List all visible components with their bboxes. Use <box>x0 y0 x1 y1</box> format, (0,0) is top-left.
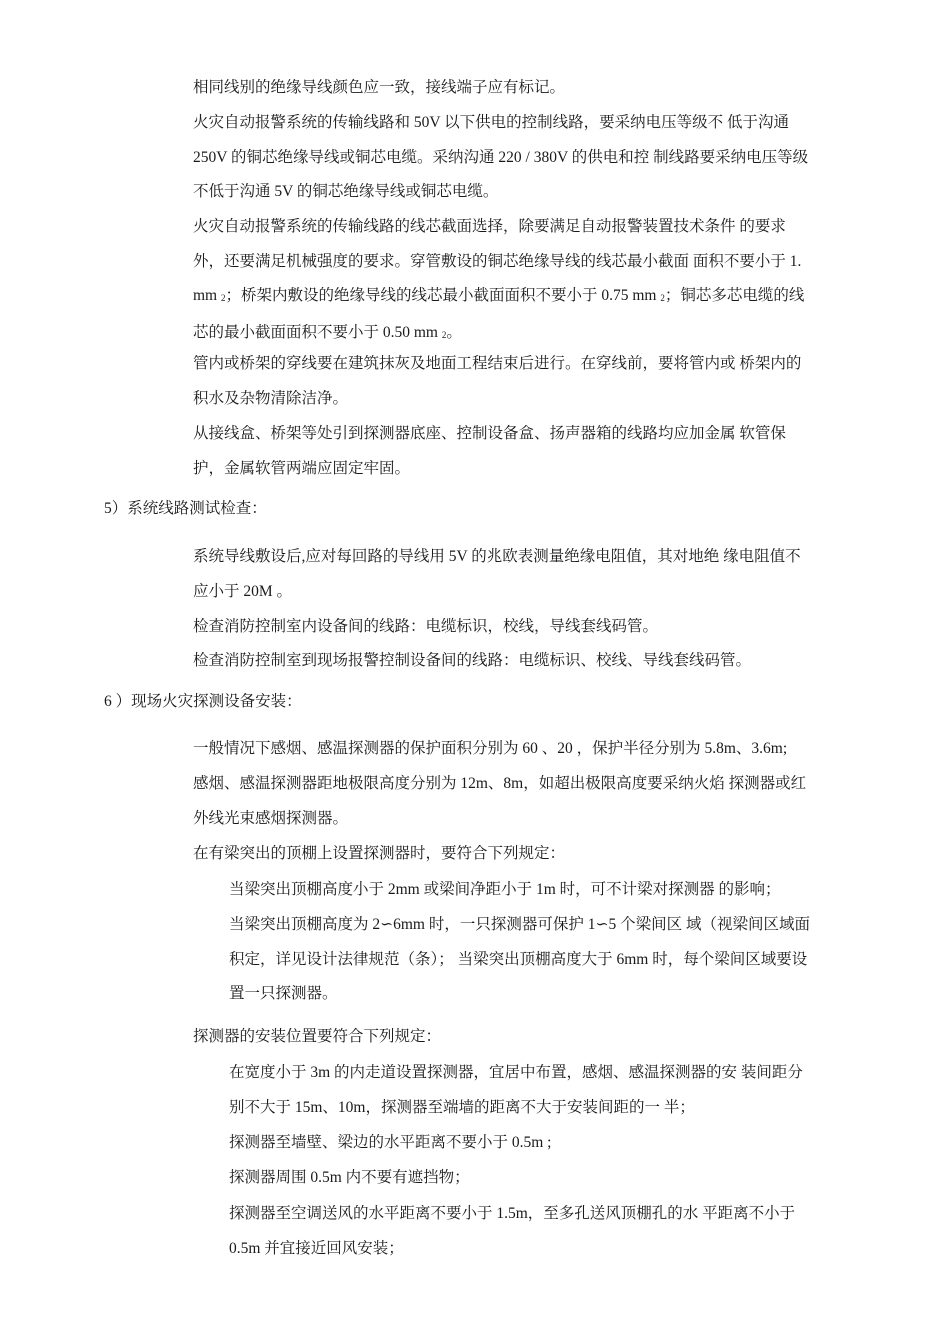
text-line: 火灾自动报警系统的传输线路的线芯截面选择，除要满足自动报警装置技术条件 的要求 <box>193 218 786 235</box>
text-line: 探测器的安装位置要符合下列规定： <box>193 1028 442 1045</box>
subscript: 2 <box>441 329 447 340</box>
paragraph-metal-conduit <box>193 417 873 486</box>
text-line: 外，还要满足机械强度的要求。穿管敷设的铜芯绝缘导线的线芯最小截面 面积不要小于 1. <box>193 252 802 270</box>
paragraph-check-field-lines <box>193 644 873 679</box>
paragraph-wiring-timing <box>193 347 873 416</box>
text-line: 应小于 20M 。 <box>193 582 293 600</box>
text-line: 检查消防控制室内设备间的线路：电缆标识，校线，导线套线码管。 <box>193 618 659 635</box>
text-line: 探测器至墙壁、梁边的水平距离不要小于 0.5m ; <box>229 1134 552 1151</box>
text-line: 0.5m 并宜接近回风安装； <box>229 1239 404 1257</box>
paragraph-voltage-rating <box>193 106 873 210</box>
paragraph-install-position <box>193 1020 873 1055</box>
text-line <box>193 279 873 316</box>
text-line: 积定，详见设计法律规范（条）； 当梁突出顶棚高度大于 6mm 时，每个梁间区域要设 <box>229 950 808 968</box>
subscript: 2 <box>221 293 226 303</box>
text-line: 检查消防控制室到现场报警控制设备间的线路：电缆标识、校线、导线套线码管。 <box>193 652 752 669</box>
text-line: 一般情况下感烟、感温探测器的保护面积分别为 60 、20 ，保护半径分别为 5.8m、3.6m; <box>193 740 788 757</box>
paragraph-beam-rule-2 <box>229 908 873 1012</box>
paragraph-cross-section <box>193 210 873 352</box>
section-heading-6 <box>104 685 804 720</box>
heading-text: 5）系统线路测试检查： <box>104 500 267 517</box>
text-line: 当梁突出顶棚高度小于 2mm 或梁间净距小于 1m 时，可不计梁对探测器 的影响； <box>229 881 781 898</box>
text-line: 护，金属软管两端应固定牢固。 <box>193 459 411 477</box>
paragraph-wall-distance-rule <box>229 1126 873 1161</box>
text-line: 积水及杂物清除洁净。 <box>193 389 349 407</box>
paragraph-air-supply-rule <box>229 1197 873 1266</box>
text-line: 在宽度小于 3m 的内走道设置探测器，宜居中布置，感烟、感温探测器的安 装间距分 <box>229 1064 803 1081</box>
paragraph-obstruction-rule <box>229 1161 873 1196</box>
text-line: 外线光束感烟探测器。 <box>193 809 349 827</box>
text-line: 当梁突出顶棚高度为 2∽6mm 时，一只探测器可保护 1∽5 个梁间区 域（视梁间区域面 <box>229 916 810 933</box>
text-run: ；桥架内敷设的绝缘导线的线芯最小截面面积不要小于 0.75 mm <box>225 287 661 304</box>
text-line: 系统导线敷设后,应对每回路的导线用 5V 的兆欧表测量绝缘电阻值，其对地绝 缘电阻值不 <box>193 548 801 565</box>
subscript: 2 <box>660 293 665 303</box>
text-run: ；铜芯多芯电缆的线 <box>664 287 805 304</box>
heading-text: 6 ）现场火灾探测设备安装： <box>104 693 302 710</box>
text-line: 相同线别的绝缘导线颜色应一致，接线端子应有标记。 <box>193 79 566 96</box>
text-line: 在有梁突出的顶棚上设置探测器时，要符合下列规定： <box>193 845 566 862</box>
paragraph-check-indoor-lines <box>193 610 873 645</box>
text-line: 探测器至空调送风的水平距离不要小于 1.5m，至多孔送风顶棚孔的水 平距离不小于 <box>229 1205 796 1222</box>
text-line: 别不大于 15m、10m，探测器至端墙的距离不大于安装间距的一 半； <box>229 1098 695 1116</box>
text-run: 芯的最小截面面积不要小于 0.50 mm <box>193 323 442 341</box>
paragraph-protection-area <box>193 732 873 767</box>
text-line: 不低于沟通 5V 的铜芯绝缘导线或铜芯电缆。 <box>193 183 499 200</box>
text-line: 250V 的铜芯绝缘导线或铜芯电缆。采纳沟通 220 / 380V 的供电和控 制线路要采纳电压等级 <box>193 148 809 166</box>
paragraph-corridor-rule <box>229 1056 873 1125</box>
text-run: 。 <box>446 323 462 341</box>
text-line: 从接线盒、桥架等处引到探测器底座、控制设备盒、扬声器箱的线路均应加金属 软管保 <box>193 425 786 442</box>
text-run: mm <box>193 287 221 304</box>
text-line: 置一只探测器。 <box>229 985 338 1002</box>
text-line: 感烟、感温探测器距地极限高度分别为 12m、8m，如超出极限高度要采纳火焰 探测器或红 <box>193 775 807 792</box>
text-line: 管内或桥架的穿线要在建筑抹灰及地面工程结束后进行。在穿线前，要将管内或 桥架内的 <box>193 355 802 372</box>
paragraph-insulation-test <box>193 540 873 609</box>
paragraph-beam-ceiling <box>193 837 873 872</box>
text-line: 火灾自动报警系统的传输线路和 50V 以下供电的控制线路，要采纳电压等级不 低于沟通 <box>193 114 790 131</box>
section-heading-5 <box>104 492 804 527</box>
text-line: 探测器周围 0.5m 内不要有遮挡物； <box>229 1169 470 1186</box>
paragraph-height-limit <box>193 767 873 836</box>
paragraph-wire-color <box>193 71 873 106</box>
paragraph-beam-rule-1 <box>229 873 873 908</box>
